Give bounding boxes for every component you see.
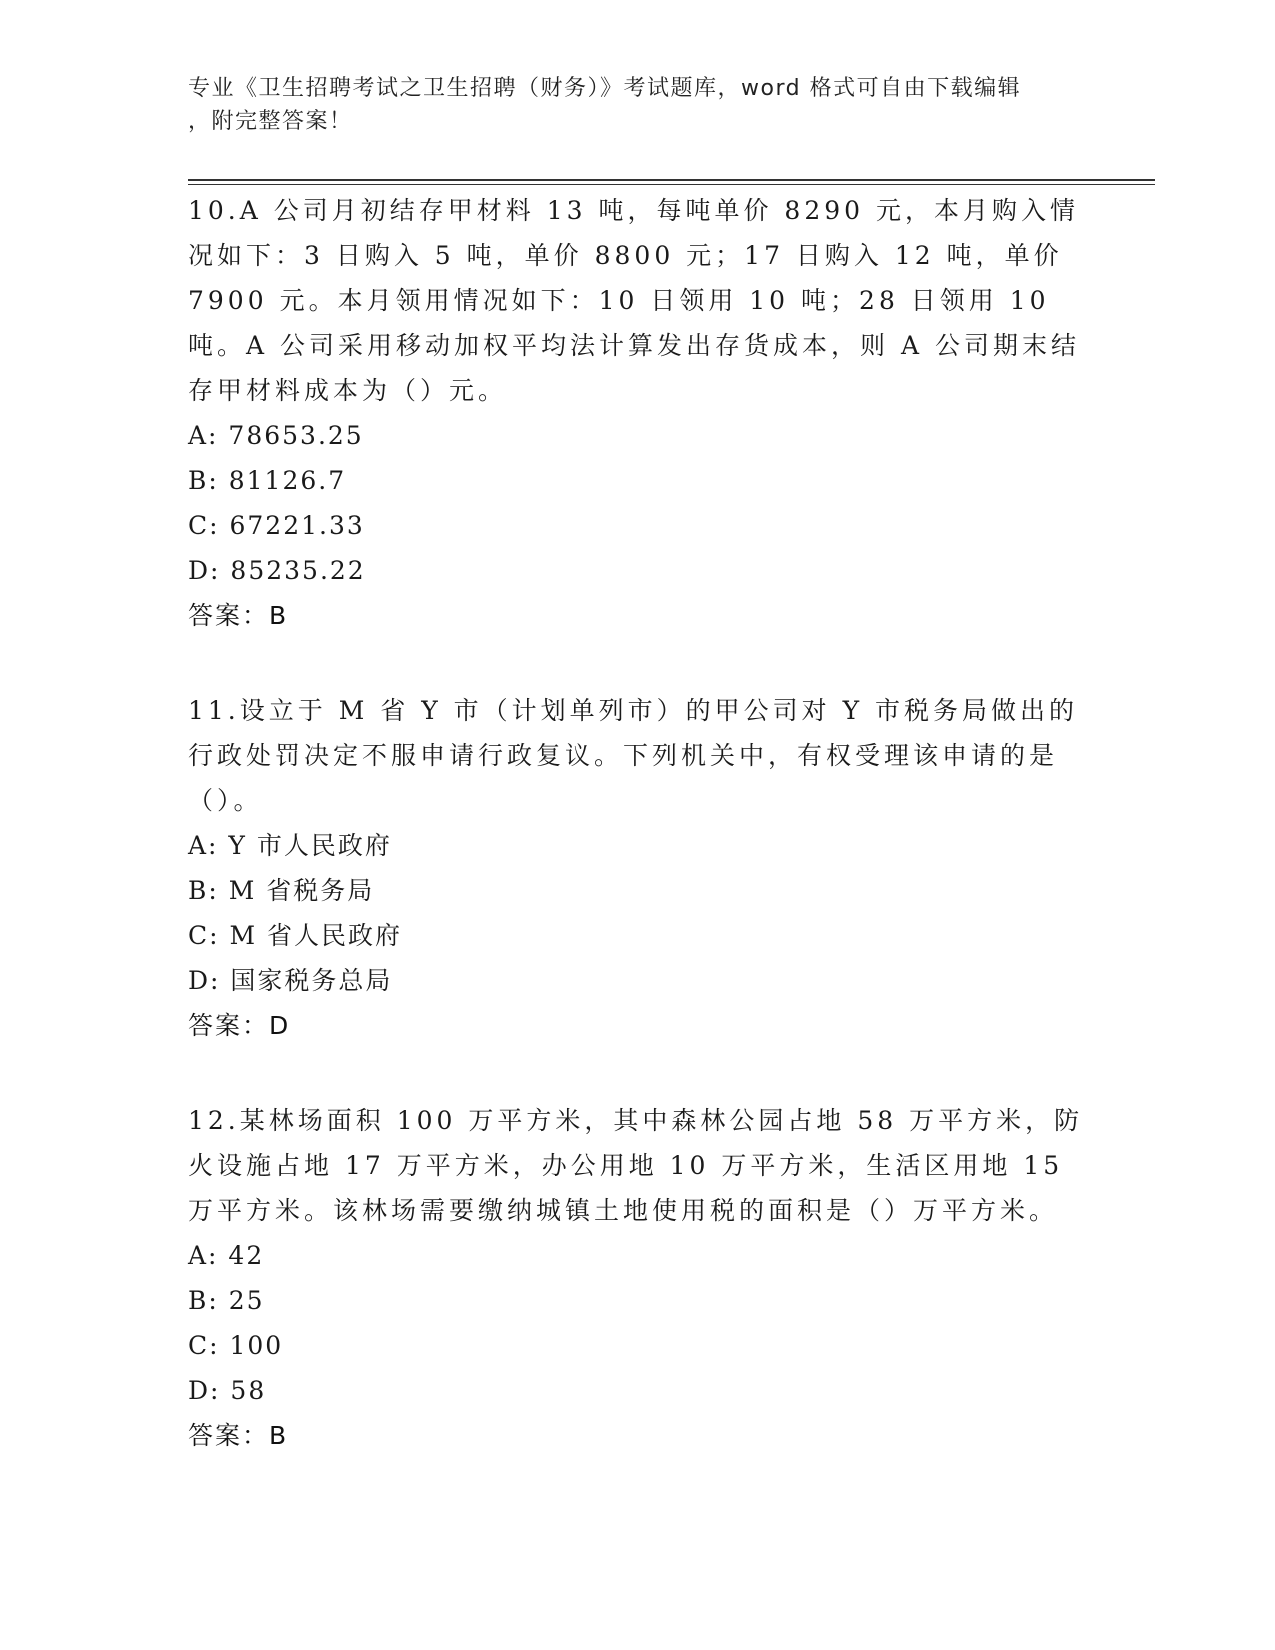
option-b: B: 81126.7 — [188, 466, 347, 495]
option-d: D: 85235.22 — [188, 556, 366, 585]
option-list — [188, 413, 1088, 593]
header-line-2: ，附完整答案！ — [188, 109, 353, 134]
option-list — [188, 1233, 1088, 1413]
option-c: C: M 省人民政府 — [188, 921, 403, 950]
option-c: C: 100 — [188, 1331, 284, 1360]
header-divider-thin — [188, 184, 1155, 185]
option-d: D: 58 — [188, 1376, 267, 1405]
option-c: C: 67221.33 — [188, 511, 365, 540]
question-10 — [188, 188, 1088, 639]
header-line-1: 专业《卫生招聘考试之卫生招聘（财务）》考试题库，word 格式可自由下载编辑 — [188, 76, 1022, 101]
option-b: B: M 省税务局 — [188, 876, 375, 905]
answer-line: 答案：B — [188, 601, 289, 630]
answer-line: 答案：D — [188, 1011, 291, 1040]
option-a: A: Y 市人民政府 — [188, 831, 392, 860]
question-11 — [188, 688, 1088, 1049]
question-12 — [188, 1098, 1088, 1459]
question-stem: 12.某林场面积 100 万平方米，其中森林公园占地 58 万平方米，防火设施占地 17 万平方米，办公用地 10 万平方米，生活区用地 15 万平方米。该林场需要缴纳城镇土地使用税的面积是（）万平方米。 — [188, 1106, 1084, 1225]
option-d: D: 国家税务总局 — [188, 966, 393, 995]
option-a: A: 78653.25 — [188, 421, 364, 450]
option-a: A: 42 — [188, 1241, 265, 1270]
header-divider-thick — [188, 179, 1155, 181]
option-list — [188, 823, 1088, 1003]
option-b: B: 25 — [188, 1286, 265, 1315]
answer-line: 答案：B — [188, 1421, 289, 1450]
question-stem: 11.设立于 M 省 Y 市（计划单列市）的甲公司对 Y 市税务局做出的行政处罚决定不服申请行政复议。下列机关中，有权受理该申请的是（）。 — [188, 696, 1079, 815]
document-header — [188, 72, 1088, 138]
question-stem: 10.A 公司月初结存甲材料 13 吨，每吨单价 8290 元，本月购入情况如下：3 日购入 5 吨，单价 8800 元；17 日购入 12 吨，单价 7900 元。本月领用情况如下：10 日领用 10 吨；28 日领用 10 吨。A 公司采用移动加权平均法计算发出存货成本，则 A 公司期末结存甲材料成本为（）元。 — [188, 196, 1080, 405]
